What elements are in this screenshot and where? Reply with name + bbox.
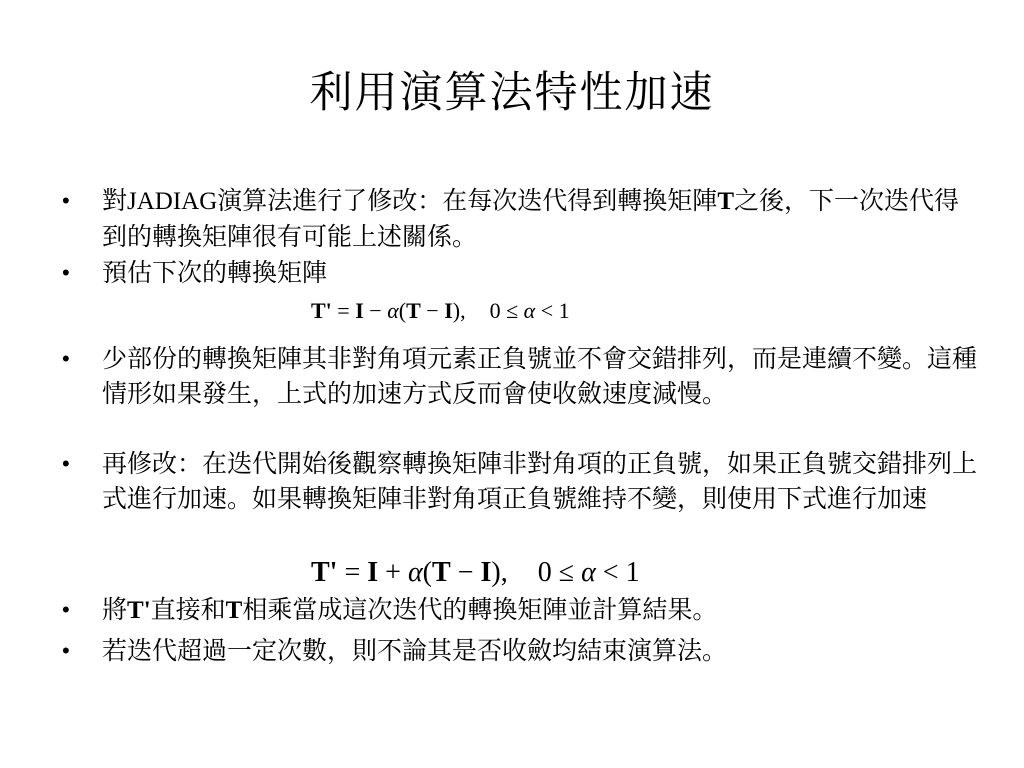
bullet-dot-icon: • bbox=[62, 597, 70, 622]
bullet-text-part: 之後，下一次迭代得到的轉換矩陣很有可能上述關係。 bbox=[102, 186, 960, 251]
bullet-item-4 bbox=[62, 446, 982, 516]
formula-term: I bbox=[444, 298, 453, 323]
bullet-text-part: 直接和 bbox=[150, 595, 226, 624]
formula-term: I bbox=[355, 298, 364, 323]
bullet-dot-icon: • bbox=[62, 260, 70, 285]
formula-operator: − bbox=[363, 298, 388, 323]
bullet-dot-icon: • bbox=[62, 188, 70, 213]
bullet-text-part: 演算法進行了修改：在每次迭代得到轉換矩陣 bbox=[217, 186, 718, 215]
slide-title: 利用演算法特性加速 bbox=[309, 68, 715, 118]
formula-decelerate bbox=[311, 298, 570, 324]
formula-term: T' bbox=[311, 298, 332, 323]
formula-operator: − bbox=[450, 557, 481, 588]
formula-range: < 1 bbox=[595, 557, 640, 588]
bullet-dot-icon: • bbox=[62, 346, 70, 371]
bullet-dot-icon: • bbox=[62, 451, 70, 476]
bullet-item-6 bbox=[62, 633, 982, 668]
bullet-text-part: 對 bbox=[102, 186, 128, 215]
bullet-text-part: 相乘當成這次迭代的轉換矩陣並計算結果。 bbox=[242, 595, 718, 624]
bullet-item-3 bbox=[62, 341, 982, 411]
formula-term: T bbox=[406, 298, 421, 323]
formula-term: T bbox=[432, 557, 451, 588]
bullet-text: 少部份的轉換矩陣其非對角項元素正負號並不會交錯排列，而是連續不變。這種情形如果發生，上式的加速方式反而會使收斂速度減慢。 bbox=[102, 344, 978, 408]
bullet-text: 預估下次的轉換矩陣 bbox=[102, 258, 328, 287]
matrix-symbol: T bbox=[225, 597, 243, 624]
formula-range: 0 ≤ bbox=[537, 557, 582, 588]
formula-operator: = bbox=[337, 557, 368, 588]
formula-term: I bbox=[480, 557, 492, 588]
bullet-text: 若迭代超過一定次數，則不論其是否收斂均結束演算法。 bbox=[102, 636, 728, 665]
formula-operator: − bbox=[420, 298, 445, 323]
bullet-item-2 bbox=[62, 255, 982, 290]
formula-term: I bbox=[367, 557, 379, 588]
formula-paren: ), bbox=[491, 557, 508, 588]
formula-alpha: α bbox=[407, 557, 423, 588]
formula-range: 0 ≤ bbox=[489, 298, 524, 323]
algorithm-name: JADIAG bbox=[127, 188, 218, 215]
matrix-symbol: T bbox=[717, 188, 734, 215]
formula-alpha: α bbox=[523, 298, 536, 323]
bullet-item-1 bbox=[62, 183, 982, 254]
formula-operator: + bbox=[378, 557, 408, 588]
formula-term: T' bbox=[311, 557, 338, 588]
formula-paren: ( bbox=[398, 298, 407, 323]
matrix-symbol: T' bbox=[127, 597, 151, 624]
formula-alpha: α bbox=[387, 298, 399, 323]
bullet-text-part: 將 bbox=[102, 595, 128, 624]
formula-paren: ( bbox=[422, 557, 432, 588]
formula-operator: = bbox=[331, 298, 356, 323]
formula-alpha: α bbox=[581, 557, 596, 588]
bullet-item-5 bbox=[62, 592, 982, 628]
formula-accelerate bbox=[311, 557, 640, 589]
bullet-text: 再修改：在迭代開始後觀察轉換矩陣非對角項的正負號，如果正負號交錯排列上式進行加速。如果轉換矩陣非對角項正負號維持不變，則使用下式進行加速 bbox=[102, 449, 978, 513]
bullet-text bbox=[102, 592, 982, 628]
formula-range: < 1 bbox=[535, 298, 570, 323]
bullet-dot-icon: • bbox=[62, 638, 70, 663]
bullet-text bbox=[102, 183, 982, 254]
formula-paren: ), bbox=[452, 298, 466, 323]
